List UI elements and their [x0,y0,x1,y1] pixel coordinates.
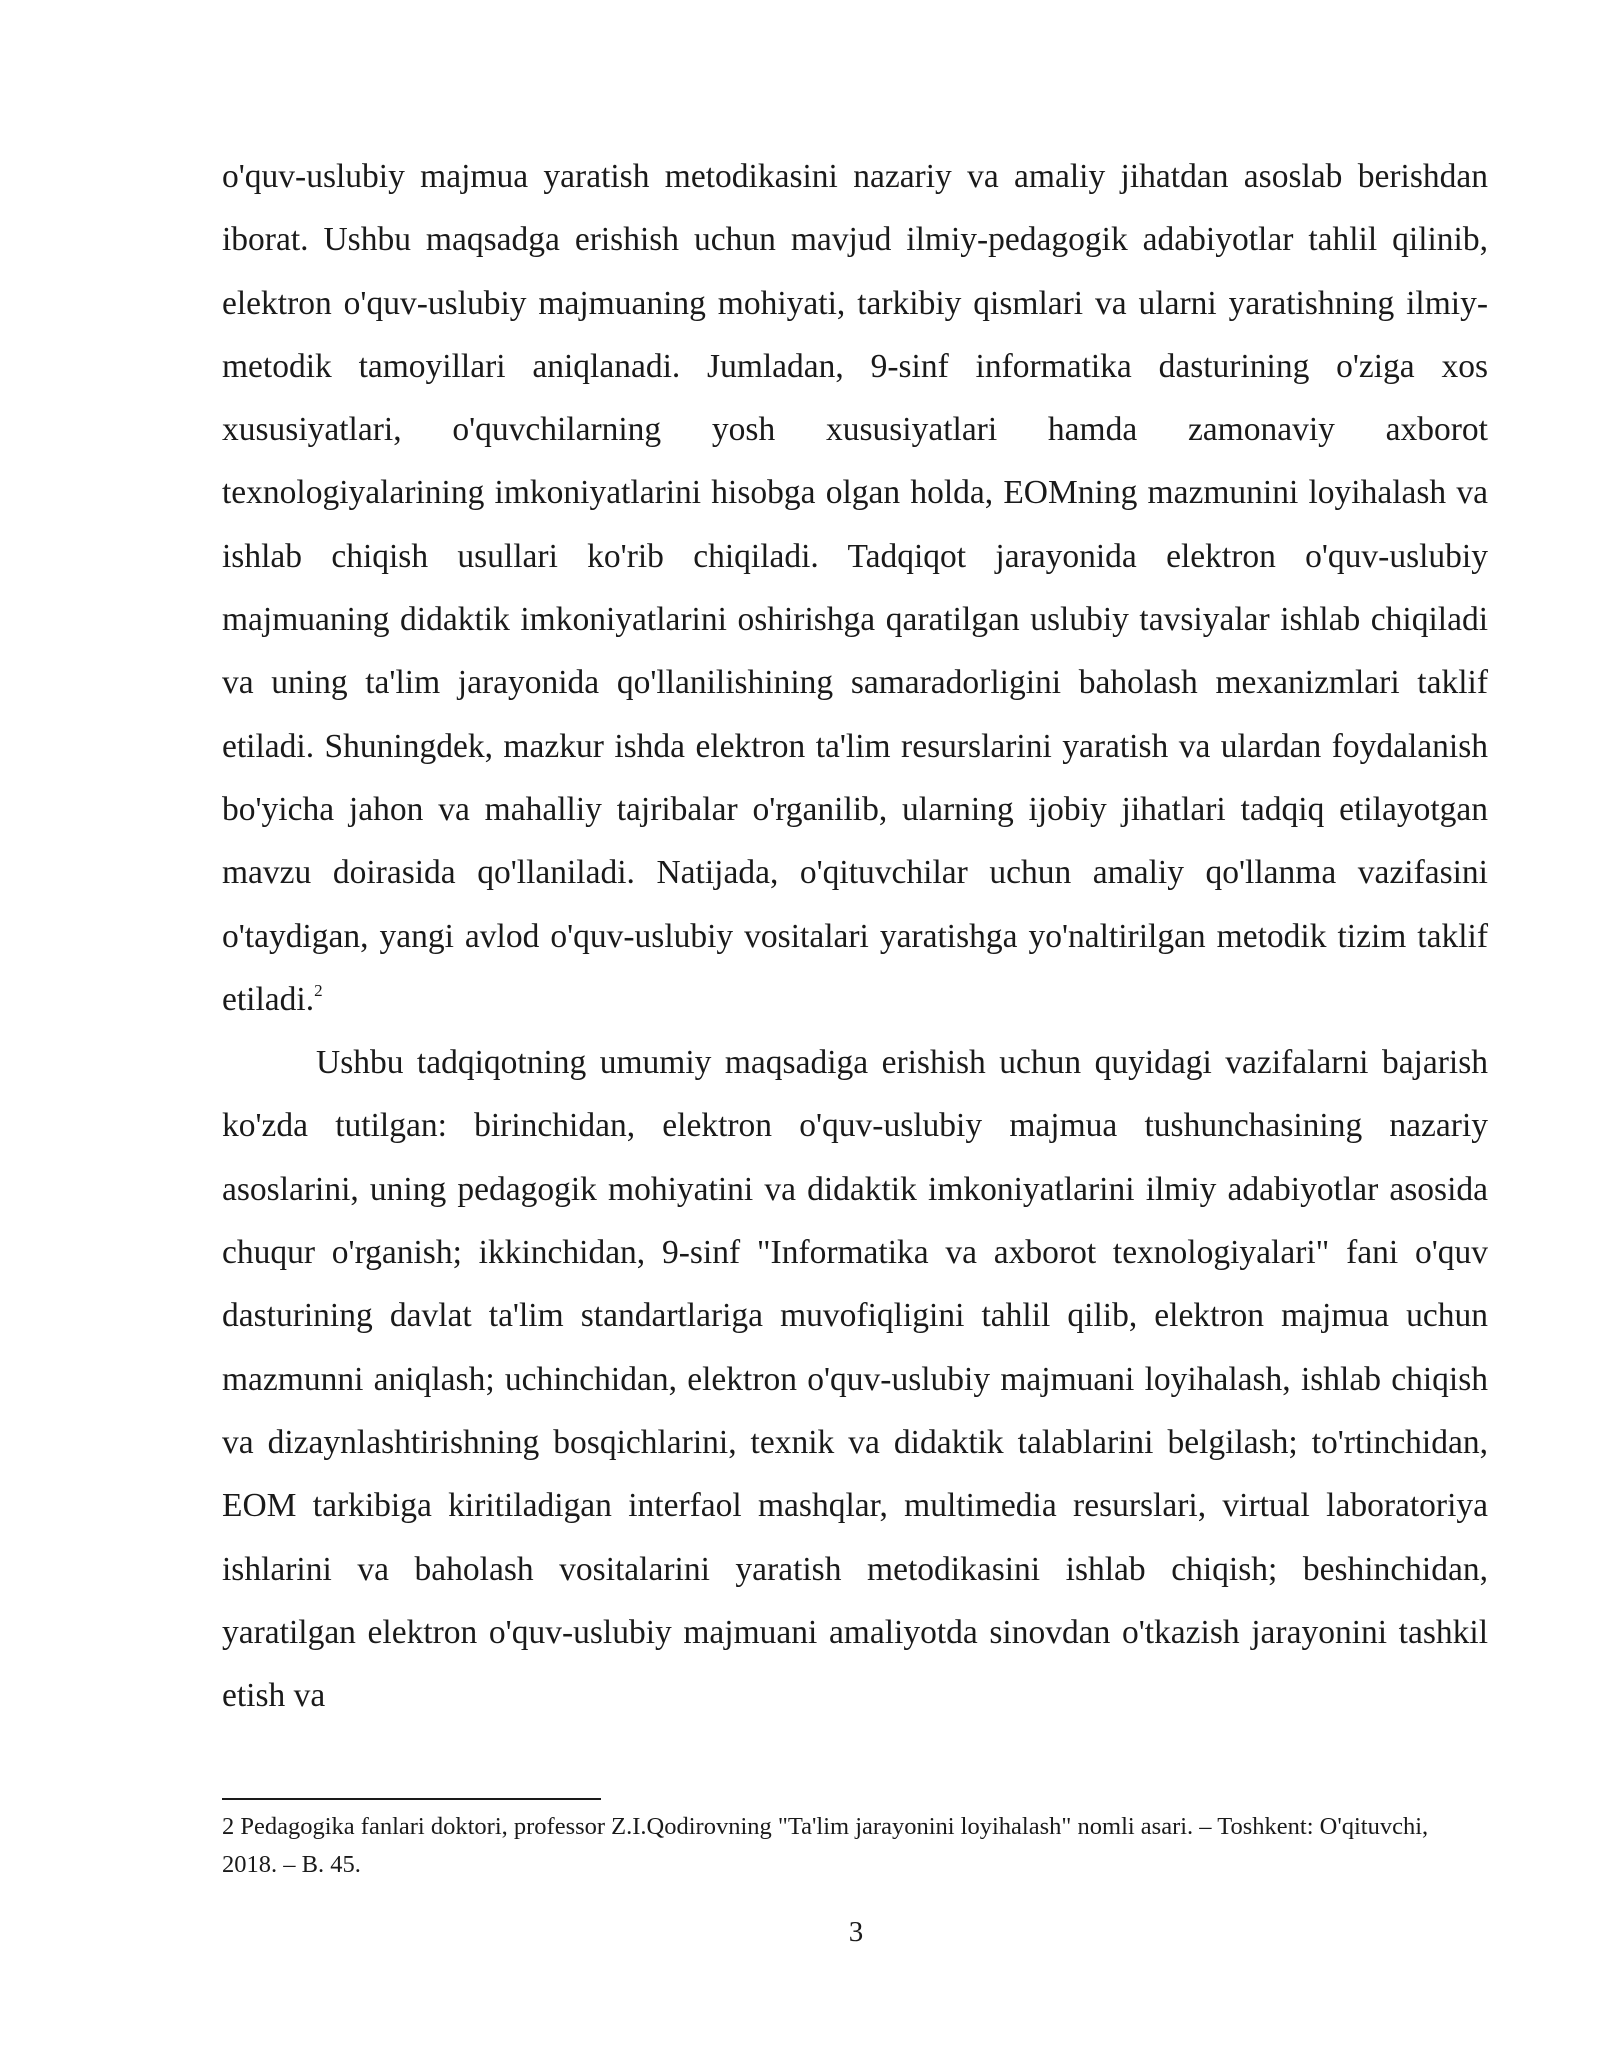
footnote-text: Pedagogika fanlari doktori, professor Z.I.Qodirovning "Ta'lim jarayonini loyihalash" nomli asari. – Toshkent: O'qituvchi, 2018. – B. 45. [222,1813,1429,1878]
paragraph-2 [222,1031,1488,1727]
body-text [222,145,1488,1727]
footnote-number: 2 [222,1813,235,1840]
paragraph-1-text: o'quv-uslubiy majmua yaratish metodikasini nazariy va amaliy jihatdan asoslab berishdan iborat. Ushbu maqsadga erishish uchun mavjud ilmiy-pedagogik adabiyotlar tahlil qilinib, elektron o'quv-uslubiy majmuaning mohiyati, tarkibiy qismlari va ularni yaratishning ilmiy-metodik tamoyillari aniqlanadi. Jumladan, 9-sinf informatika dasturining o'ziga xos xususiyatlari, o'quvchilarning yosh xususiyatlari hamda zamonaviy axborot texnologiyalarining imkoniyatlarini hisobga olgan holda, EOMning mazmunini loyihalash va ishlab chiqish usullari ko'rib chiqiladi. Tadqiqot jarayonida elektron o'quv-uslubiy majmuaning didaktik imkoniyatlarini oshirishga qaratilgan uslubiy tavsiyalar ishlab chiqiladi va uning ta'lim jarayonida qo'llanilishining samaradorligini baholash mexanizmlari taklif etiladi. Shuningdek, mazkur ishda elektron ta'lim resurslarini yaratish va ulardan foydalanish bo'yicha jahon va mahalliy tajribalar o'rganilib, ularning ijobiy jihatlari tadqiq etilayotgan mavzu doirasida qo'llaniladi. Natijada, o'qituvchilar uchun amaliy qo'llanma vazifasini o'taydigan, yangi avlod o'quv-uslubiy vositalari yaratishga yo'naltirilgan metodik tizim taklif etiladi. [222,158,1488,1018]
footnote-reference[interactable]: 2 [314,980,323,1000]
footnote-separator [222,1798,601,1800]
paragraph-2-text: Ushbu tadqiqotning umumiy maqsadiga erishish uchun quyidagi vazifalarni bajarish ko'zda tutilgan: birinchidan, elektron o'quv-uslubiy majmua tushunchasining nazariy asoslarini, uning pedagogik mohiyatini va didaktik imkoniyatlarini ilmiy adabiyotlar asosida chuqur o'rganish; ikkinchidan, 9-sinf "Informatika va axborot texnologiyalari" fani o'quv dasturining davlat ta'lim standartlariga muvofiqligini tahlil qilib, elektron majmua uchun mazmunni aniqlash; uchinchidan, elektron o'quv-uslubiy majmuani loyihalash, ishlab chiqish va dizaynlashtirishning bosqichlarini, texnik va didaktik talablarini belgilash; to'rtinchidan, EOM tarkibiga kiritiladigan interfaol mashqlar, multimedia resurslari, virtual laboratoriya ishlarini va baholash vositalarini yaratish metodikasini ishlab chiqish; beshinchidan, yaratilgan elektron o'quv-uslubiy majmuani amaliyotda sinovdan o'tkazish jarayonini tashkil etish va [222,1044,1488,1715]
page-number: 3 [848,1916,864,1948]
paragraph-1 [222,145,1488,1031]
footnote [222,1808,1488,1884]
